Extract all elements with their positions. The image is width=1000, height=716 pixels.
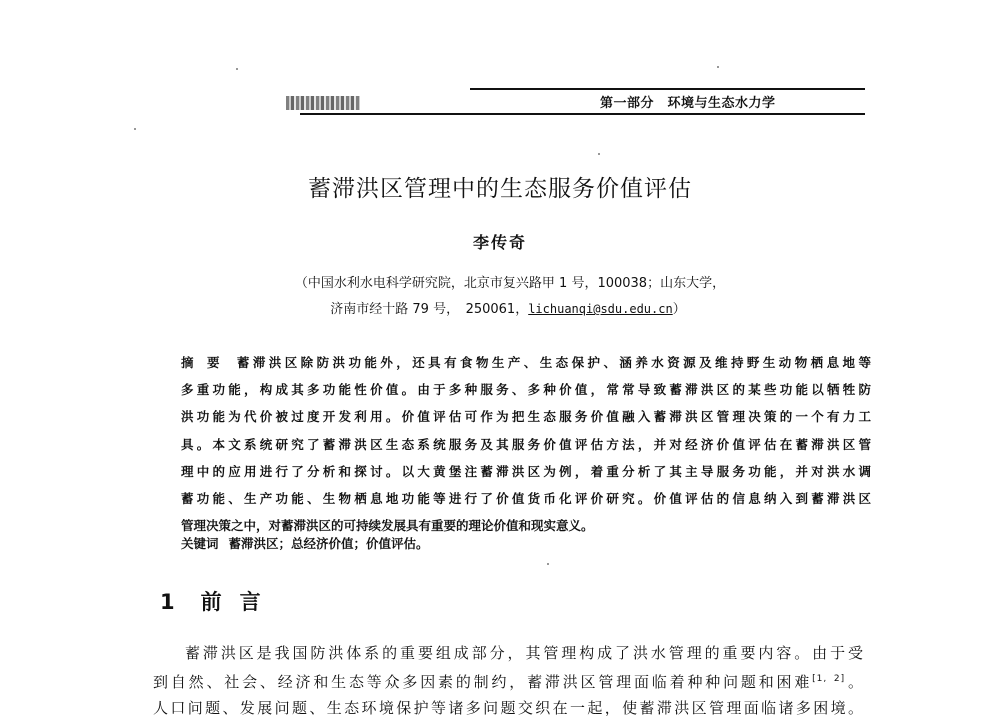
abstract-line: 多重功能，构成其多功能性价值。由于多种服务、多种价值，常常导致蓄滞洪区的某些功能以牺牲防: [181, 382, 871, 398]
body-paragraph: [153, 640, 863, 716]
abstract-line: 具。本文系统研究了蓄滞洪区生态系统服务及其服务价值评估方法，并对经济价值评估在蓄滞洪区管: [181, 436, 871, 452]
author-name: 李传奇: [472, 233, 527, 252]
header-rule-top: [470, 88, 865, 90]
abstract-line: [181, 349, 871, 376]
body-line-end: 。: [845, 673, 863, 691]
keywords: [181, 534, 429, 552]
abstract-text: 蓄滞洪区除防洪功能外，还具有食物生产、生态保护、涵养水资源及维持野生动物栖息地等: [236, 355, 871, 370]
body-line: 蓄滞洪区是我国防洪体系的重要组成部分，其管理构成了洪水管理的重要内容。由于受: [185, 644, 863, 662]
author-email: lichuanqi@sdu.edu.cn: [528, 302, 673, 316]
scan-speck: [236, 68, 238, 70]
scan-speck: [717, 66, 719, 68]
abstract-line: 洪功能为代价被过度开发利用。价值评估可作为把生态服务价值融入蓄滞洪区管理决策的一个有力工: [181, 409, 871, 425]
section-number: 1: [160, 590, 175, 614]
affiliation-line-2: [8, 298, 1000, 317]
keywords-text: 蓄滞洪区；总经济价值；价值评估。: [228, 536, 429, 551]
scan-speck: [547, 563, 549, 565]
paper-title: 蓄滞洪区管理中的生态服务价值评估: [308, 176, 692, 202]
citation: [1, 2]: [812, 674, 846, 684]
abstract-line: 理中的应用进行了分析和探讨。以大黄堡注蓄滞洪区为例，着重分析了其主导服务功能，并对洪水调: [181, 463, 871, 479]
scan-speck: [598, 153, 600, 155]
header-rule-bottom: [300, 113, 865, 115]
section-heading: [160, 586, 279, 616]
affiliation-close: ）: [672, 302, 686, 317]
section-title: 前言: [200, 590, 279, 614]
abstract-label: 摘要: [181, 355, 233, 370]
abstract: [181, 349, 871, 539]
body-line-text: 到自然、社会、经济和生态等众多因素的制约，蓄滞洪区管理面临着种种问题和困难: [153, 673, 813, 691]
scan-artifact: [286, 96, 360, 110]
affiliation-address: 济南市经十路 79 号， 250061，: [330, 302, 529, 317]
body-line: [153, 666, 863, 695]
running-head: 第一部分 环境与生态水力学: [600, 96, 776, 111]
body-line: 人口问题、发展问题、生态环境保护等诸多问题交织在一起，使蓄滞洪区管理面临诸多困境。: [153, 699, 863, 716]
scan-speck: [134, 128, 136, 130]
abstract-line: 管理决策之中，对蓄滞洪区的可持续发展具有重要的理论价值和现实意义。: [181, 518, 594, 534]
affiliation-line-1: （中国水利水电科学研究院，北京市复兴路甲 1 号，100038；山东大学，: [294, 276, 726, 291]
keywords-label: 关键词: [181, 536, 219, 551]
abstract-line: 蓄功能、生产功能、生物栖息地功能等进行了价值货币化评价研究。价值评估的信息纳入到蓄滞洪区: [181, 491, 871, 507]
